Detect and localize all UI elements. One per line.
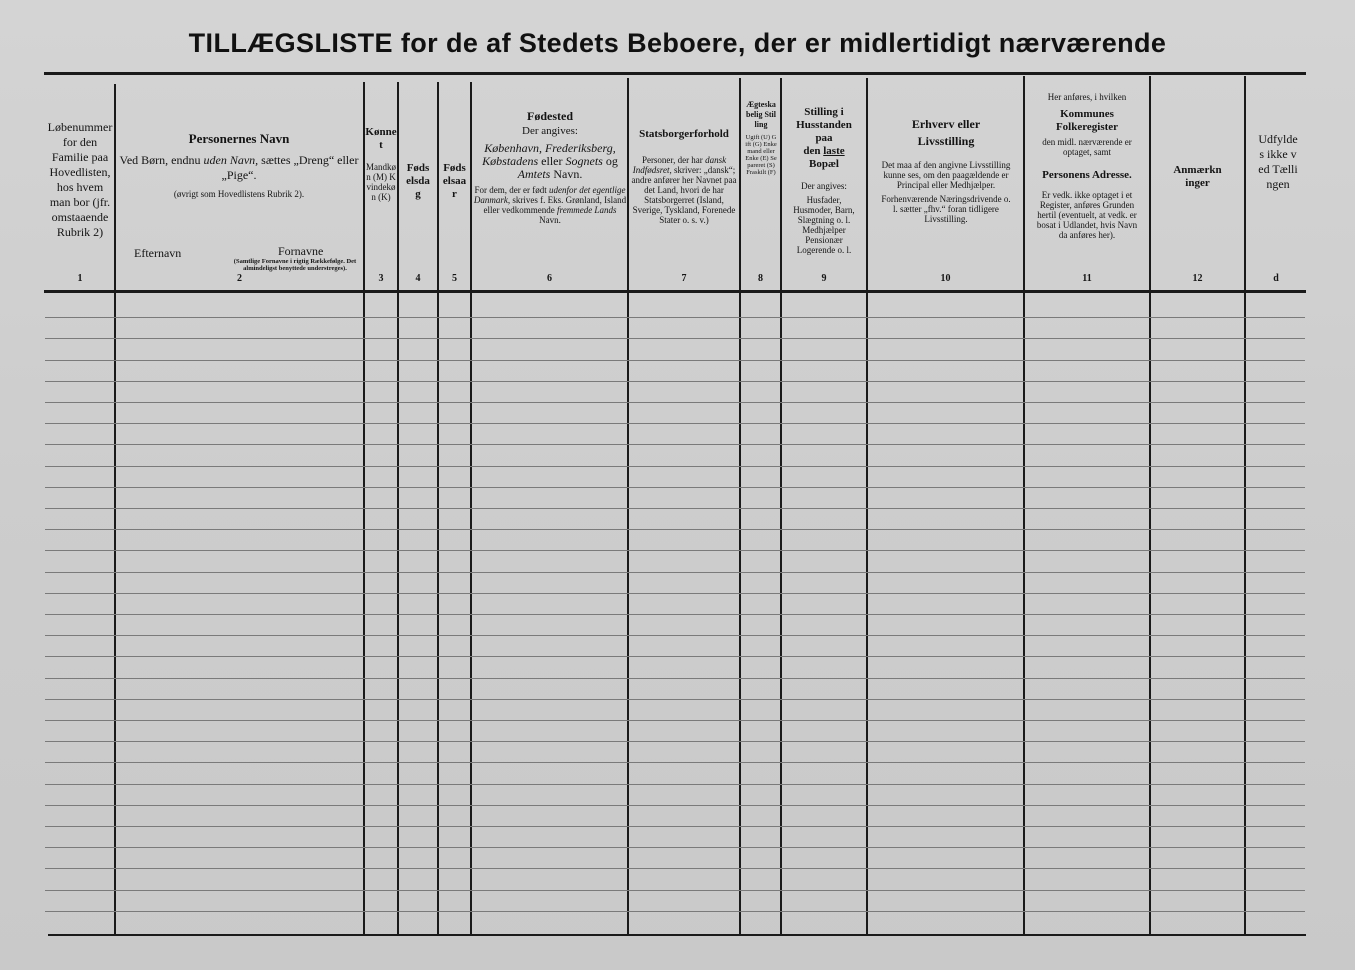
col7-text2: skriver: „dansk“; andre anfører her Navnet paa det Land, hvori de har Statsborgerret (Island, Sverige, Tyskland, Forenede Stater o. s. v.) bbox=[631, 165, 737, 225]
header-top-rule bbox=[44, 72, 1306, 75]
col9-intro: Der angives: bbox=[801, 181, 847, 191]
col8-header bbox=[742, 100, 780, 176]
col-number-12: 12 bbox=[1192, 273, 1203, 284]
row-rule bbox=[45, 784, 1305, 785]
col6-header bbox=[473, 110, 627, 225]
col9-header bbox=[782, 106, 866, 255]
col2-header bbox=[118, 132, 360, 199]
col2-sub-left: Efternavn bbox=[134, 246, 182, 260]
col10-text2: Forhenværende Næringsdrivende o. l. sætter „fhv.“ foran tidligere Livsstilling. bbox=[881, 194, 1011, 224]
col2-note: (øvrigt som Hovedlistens Rubrik 2). bbox=[173, 189, 305, 199]
col-number-3: 3 bbox=[378, 273, 384, 284]
col4-header bbox=[399, 162, 437, 201]
row-rule bbox=[45, 656, 1305, 657]
row-rule bbox=[45, 487, 1305, 488]
row-rule bbox=[45, 529, 1305, 530]
row-rule bbox=[45, 423, 1305, 424]
col-number-5: 5 bbox=[452, 273, 457, 284]
col12-header bbox=[1151, 164, 1244, 190]
col11-text2: Er vedk. ikke optaget i et Register, anføres Grunden hertil (eventuelt, at vedk. er bosat i Udlandet, hvis Navn da anføres her). bbox=[1036, 190, 1138, 240]
col8-heading: Ægteskabelig Stilling bbox=[746, 100, 777, 129]
col10-header bbox=[870, 116, 1022, 224]
table-bottom-rule bbox=[48, 934, 1306, 936]
col11-heading: Kommunes Folkeregister bbox=[1055, 108, 1119, 133]
col9-heading4: Bopæl bbox=[809, 158, 839, 170]
row-rule bbox=[45, 508, 1305, 509]
col11-intro: Her anføres, i hvilken bbox=[1047, 92, 1127, 102]
col2-text-a: Ved Børn, endnu bbox=[119, 153, 201, 167]
col1-text: Løbenummer for den Familie paa Hovedlisten, hos hvem man bor (jfr. omstaaende Rubrik 2) bbox=[47, 120, 113, 239]
col2-heading: Personernes Navn bbox=[188, 132, 290, 146]
col6-em2: Sognets bbox=[565, 154, 603, 168]
col-number-10: 10 bbox=[940, 273, 951, 284]
col7-header bbox=[629, 128, 739, 225]
col8-text: Ugift (U) Gift (G) Enkemand eller Enke (E) Separeret (S) Fraskilt (F) bbox=[745, 134, 777, 176]
col9-heading2: den bbox=[803, 145, 821, 157]
row-rule bbox=[45, 572, 1305, 573]
col-number-11: 11 bbox=[1082, 273, 1092, 284]
row-rule bbox=[45, 381, 1305, 382]
col6-em4: udenfor det egentlige Danmark, bbox=[473, 185, 626, 205]
row-rule bbox=[45, 614, 1305, 615]
col12-heading: Anmærkninger bbox=[1173, 164, 1222, 189]
row-rule bbox=[45, 741, 1305, 742]
col6-text4: Navn. bbox=[539, 215, 561, 225]
col9-heading3: laste bbox=[823, 145, 845, 157]
col6-text3: skrives f. Eks. Grønland, Island eller vedkommende bbox=[483, 195, 627, 215]
col6-heading: Fødested bbox=[527, 110, 573, 123]
row-rule bbox=[45, 360, 1305, 361]
col10-text1: Det maa af den angivne Livsstilling kunne ses, om den paagældende er Principal eller Medhjælper. bbox=[881, 160, 1011, 190]
column-divider bbox=[114, 84, 116, 934]
col10-heading: Erhverv eller Livsstilling bbox=[911, 117, 981, 148]
col9-text: Husfader, Husmoder, Barn, Slægtning o. l. Medhjælper Pensionær Logerende o. l. bbox=[793, 195, 855, 255]
col6-plain3: Navn. bbox=[553, 167, 583, 181]
col9-heading1: Stilling i Husstanden paa bbox=[796, 106, 852, 144]
col7-em1: dansk Indfødsret, bbox=[632, 155, 727, 175]
row-rule bbox=[45, 402, 1305, 403]
row-rule bbox=[45, 550, 1305, 551]
row-rule bbox=[45, 635, 1305, 636]
row-rule bbox=[45, 593, 1305, 594]
row-rule bbox=[45, 466, 1305, 467]
col-number-6: 6 bbox=[547, 273, 552, 284]
col6-plain1: eller bbox=[541, 154, 563, 168]
col7-heading: Statsborgerforhold bbox=[639, 128, 729, 140]
row-rule bbox=[45, 826, 1305, 827]
col2-sub-right-note: (Samtlige Fornavne i rigtig Rækkefølge. Det almindeligst benyttede understreges). bbox=[233, 258, 357, 272]
form-title: TILLÆGSLISTE for de af Stedets Beboere, der er midlertidigt nærværende bbox=[188, 28, 1167, 58]
row-rule bbox=[45, 699, 1305, 700]
col-number-7: 7 bbox=[681, 273, 687, 284]
col-number-2: 2 bbox=[237, 273, 242, 284]
col6-text2: For dem, der er født bbox=[474, 185, 547, 195]
col5-heading: Fødselsaar bbox=[442, 162, 467, 200]
row-rule bbox=[45, 317, 1305, 318]
row-rule bbox=[45, 847, 1305, 848]
header-bottom-rule bbox=[44, 290, 1306, 293]
col6-em5: fremmede Lands bbox=[557, 205, 617, 215]
col2-sub-right: Fornavne bbox=[278, 244, 324, 258]
col2-text-a-em: uden Navn, bbox=[203, 153, 259, 167]
col11-header bbox=[1026, 92, 1148, 240]
row-rule bbox=[45, 805, 1305, 806]
row-rule bbox=[45, 338, 1305, 339]
cold-header bbox=[1252, 132, 1304, 192]
row-rule bbox=[45, 444, 1305, 445]
col11-heading2: Personens Adresse. bbox=[1042, 169, 1132, 181]
row-rule bbox=[45, 890, 1305, 891]
row-rule bbox=[45, 720, 1305, 721]
col3-text: Mandkøn (M) Kvindekøn (K) bbox=[366, 162, 396, 202]
col5-header bbox=[439, 162, 470, 201]
col4-heading: Fødselsdag bbox=[406, 162, 430, 200]
col3-heading: Kønnet bbox=[365, 126, 397, 151]
row-rule bbox=[45, 678, 1305, 679]
row-rule bbox=[45, 762, 1305, 763]
col6-plain2: og bbox=[605, 154, 618, 168]
col11-text1: den midl. nærværende er optaget, samt bbox=[1042, 137, 1132, 157]
col-number-9: 9 bbox=[821, 273, 827, 284]
col-number-4: 4 bbox=[415, 273, 421, 284]
col1-header bbox=[46, 120, 114, 240]
col-number-8: 8 bbox=[758, 273, 763, 284]
col6-em3: Amtets bbox=[517, 167, 551, 181]
row-rule bbox=[45, 911, 1305, 912]
col2-text-a-b: sættes „Dreng“ eller „Pige“. bbox=[221, 153, 359, 182]
col-number-d: d bbox=[1273, 273, 1279, 284]
col7-text1: Personer, der har bbox=[641, 155, 703, 165]
col3-header bbox=[365, 126, 397, 202]
col6-em1: København, Frederiksberg, Købstadens bbox=[482, 141, 616, 168]
col6-intro: Der angives: bbox=[522, 125, 578, 137]
row-rule bbox=[45, 868, 1305, 869]
col-number-1: 1 bbox=[77, 273, 83, 284]
cold-text: Udfyldes ikke ved Tællingen bbox=[1258, 132, 1298, 191]
